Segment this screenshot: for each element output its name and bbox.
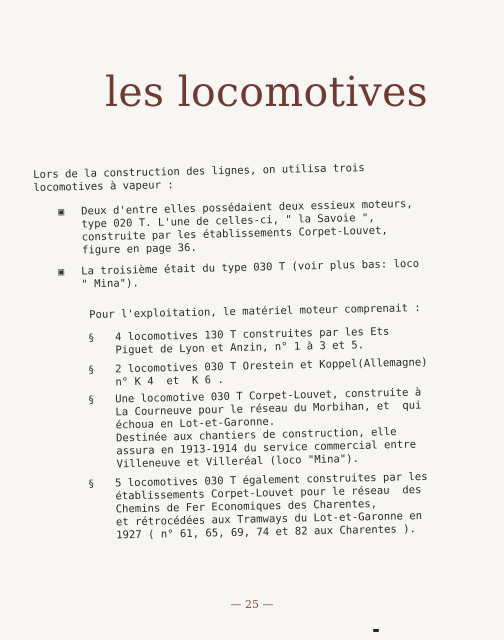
sub-list-item-text: 5 locomotives 030 T également construites par les établissements Corpet-Louvet pour le réseau des Chemins de Fer Economiques des Charentes, et rétrocédées aux Tramways du Lot-et-Garonne en 1927 ( n° 61, 65, 69, 74 et 82 aux Charentes ).: [114, 470, 428, 542]
ink-speck: [373, 629, 379, 632]
sub-list-item-text: 4 locomotives 130 T construites par les Ets Piguet de Lyon et Anzin, n° 1 à 3 et 5.: [114, 325, 390, 357]
bullet-icon: §: [88, 364, 95, 376]
bullet-icon: ▣: [58, 206, 65, 218]
page-number: — 25 —: [230, 598, 274, 611]
sub-list-item-text: Une locomotive 030 T Corpet-Louvet, construite à La Courneuve pour le réseau du Morbihan, et qui échoua en Lot-et-Garonne. Destinée aux chantiers de construction, elle assura en 1913-1914 du service commercial entre Villeneuve et Villeréal (loco "Mina").: [114, 386, 422, 471]
bullet-icon: §: [88, 332, 95, 344]
sub-list-item-text: 2 locomotives 030 T Orestein et Koppel(Allemagne) n° K 4 et K 6 .: [114, 356, 428, 389]
bullet-icon: §: [88, 478, 95, 490]
list-item-text: Deux d'entre elles possédaient deux essieux moteurs, type 020 T. L'une de celles-ci, " la Savoie ", construite par les établissements Corpet-Louvet, figure en page 36.: [80, 197, 413, 257]
bullet-icon: §: [88, 394, 95, 406]
page-title: les locomotives: [105, 68, 429, 116]
bullet-icon: ▣: [58, 266, 65, 278]
intro-paragraph: Lors de la construction des lignes, on utilisa trois locomotives à vapeur :: [33, 162, 365, 194]
exploitation-paragraph: Pour l'exploitation, le matériel moteur comprenait :: [89, 302, 421, 321]
list-item-text: La troisième était du type 030 T (voir plus bas: loco " Mina").: [80, 257, 420, 291]
